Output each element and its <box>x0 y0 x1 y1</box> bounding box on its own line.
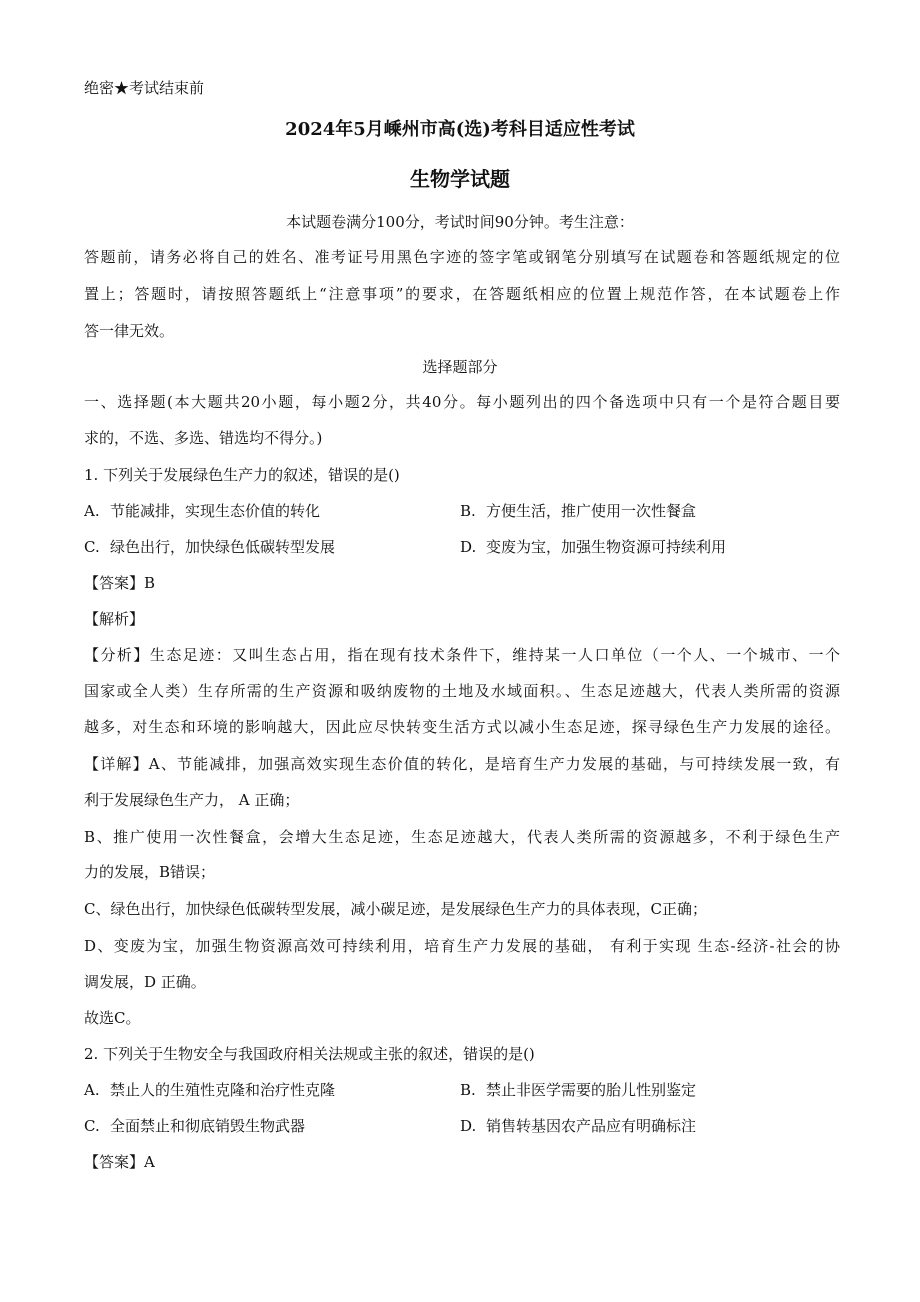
option-letter: C. <box>84 538 100 556</box>
option-text: 绿色出行，加快绿色低碳转型发展 <box>110 538 336 556</box>
option-letter: D. <box>460 538 477 556</box>
explanation-line: D、变废为宝，加强生物资源高效可持续利用，培育生产力发展的基础， 有利于实现 生态-经济-社会的协 <box>84 937 840 955</box>
section-title: 选择题部分 <box>422 358 498 376</box>
question-1-stem: 1. 下列关于发展绿色生产力的叙述，错误的是() <box>84 466 400 484</box>
explanation-line: C、绿色出行，加快绿色低碳转型发展，减小碳足迹，是发展绿色生产力的具体表现，C正确； <box>84 900 707 918</box>
question-2-option-c <box>84 1115 305 1137</box>
question-2-option-a <box>84 1079 335 1101</box>
exam-title: 2024年5月嵊州市高(选)考科目适应性考试 <box>285 119 635 140</box>
section-intro-line: 求的，不选、多选、错选均不得分。) <box>84 429 323 447</box>
confidential-label: 绝密★考试结束前 <box>84 79 205 97</box>
question-1-option-a <box>84 500 320 522</box>
question-2-stem: 2. 下列关于生物安全与我国政府相关法规或主张的叙述，错误的是() <box>84 1045 535 1063</box>
explanation-line: 力的发展，B错误； <box>84 863 216 881</box>
option-text: 变废为宝，加强生物资源可持续利用 <box>486 538 727 556</box>
explanation-line: B、推广使用一次性餐盒，会增大生态足迹，生态足迹越大，代表人类所需的资源越多，不利于绿色生产 <box>84 828 840 846</box>
explanation-line: 利于发展绿色生产力， A 正确； <box>84 791 300 809</box>
option-letter: B. <box>460 502 476 520</box>
question-1-answer: 【答案】B <box>84 574 156 592</box>
explanation-line: 【详解】A、节能减排，加强高效实现生态价值的转化，是培育生产力发展的基础，与可持续发展一致，有 <box>84 755 840 773</box>
option-letter: A. <box>84 502 100 520</box>
explanation-line: 国家或全人类）生存所需的生产资源和吸纳废物的土地及水域面积。、生态足迹越大，代表人类所需的资源 <box>84 682 840 700</box>
question-2-option-d <box>460 1115 696 1137</box>
question-1-option-c <box>84 536 335 558</box>
instruction-line: 置上；答题时，请按照答题纸上“注意事项”的要求，在答题纸相应的位置上规范作答，在本试题卷上作 <box>84 285 840 303</box>
option-text: 全面禁止和彻底销毁生物武器 <box>110 1117 306 1135</box>
option-letter: B. <box>460 1081 476 1099</box>
question-1-option-b <box>460 500 696 522</box>
explanation-line: 越多，对生态和环境的影响越大，因此应尽快转变生活方式以减小生态足迹，探寻绿色生产力发展的途径。 <box>84 718 840 736</box>
option-letter: C. <box>84 1117 100 1135</box>
option-text: 节能减排，实现生态价值的转化 <box>110 502 321 520</box>
question-2-answer: 【答案】A <box>84 1153 155 1171</box>
section-intro-line: 一、选择题(本大题共20小题，每小题2分，共40分。每小题列出的四个备选项中只有一个是符合题目要 <box>84 393 840 411</box>
instruction-line: 答题前，请务必将自己的姓名、准考证号用黑色字迹的签字笔或钢笔分别填写在试题卷和答题纸规定的位 <box>84 248 840 266</box>
subject-title: 生物学试题 <box>410 167 510 191</box>
option-text: 方便生活，推广使用一次性餐盒 <box>486 502 697 520</box>
option-letter: D. <box>460 1117 477 1135</box>
exam-note: 本试题卷满分100分，考试时间90分钟。考生注意： <box>286 213 634 231</box>
option-text: 销售转基因农产品应有明确标注 <box>486 1117 697 1135</box>
option-text: 禁止非医学需要的胎儿性别鉴定 <box>486 1081 697 1099</box>
explanation-line: 调发展，D 正确。 <box>84 973 206 991</box>
option-text: 禁止人的生殖性克隆和治疗性克隆 <box>110 1081 336 1099</box>
explanation-line: 【分析】生态足迹：又叫生态占用，指在现有技术条件下，维持某一人口单位（一个人、一个城市、一个 <box>84 646 840 664</box>
instruction-line: 答一律无效。 <box>84 322 175 340</box>
question-1-option-d <box>460 536 726 558</box>
question-1-analysis-label: 【解析】 <box>84 610 145 628</box>
explanation-line: 故选C。 <box>84 1009 141 1027</box>
option-letter: A. <box>84 1081 100 1099</box>
question-2-option-b <box>460 1079 696 1101</box>
